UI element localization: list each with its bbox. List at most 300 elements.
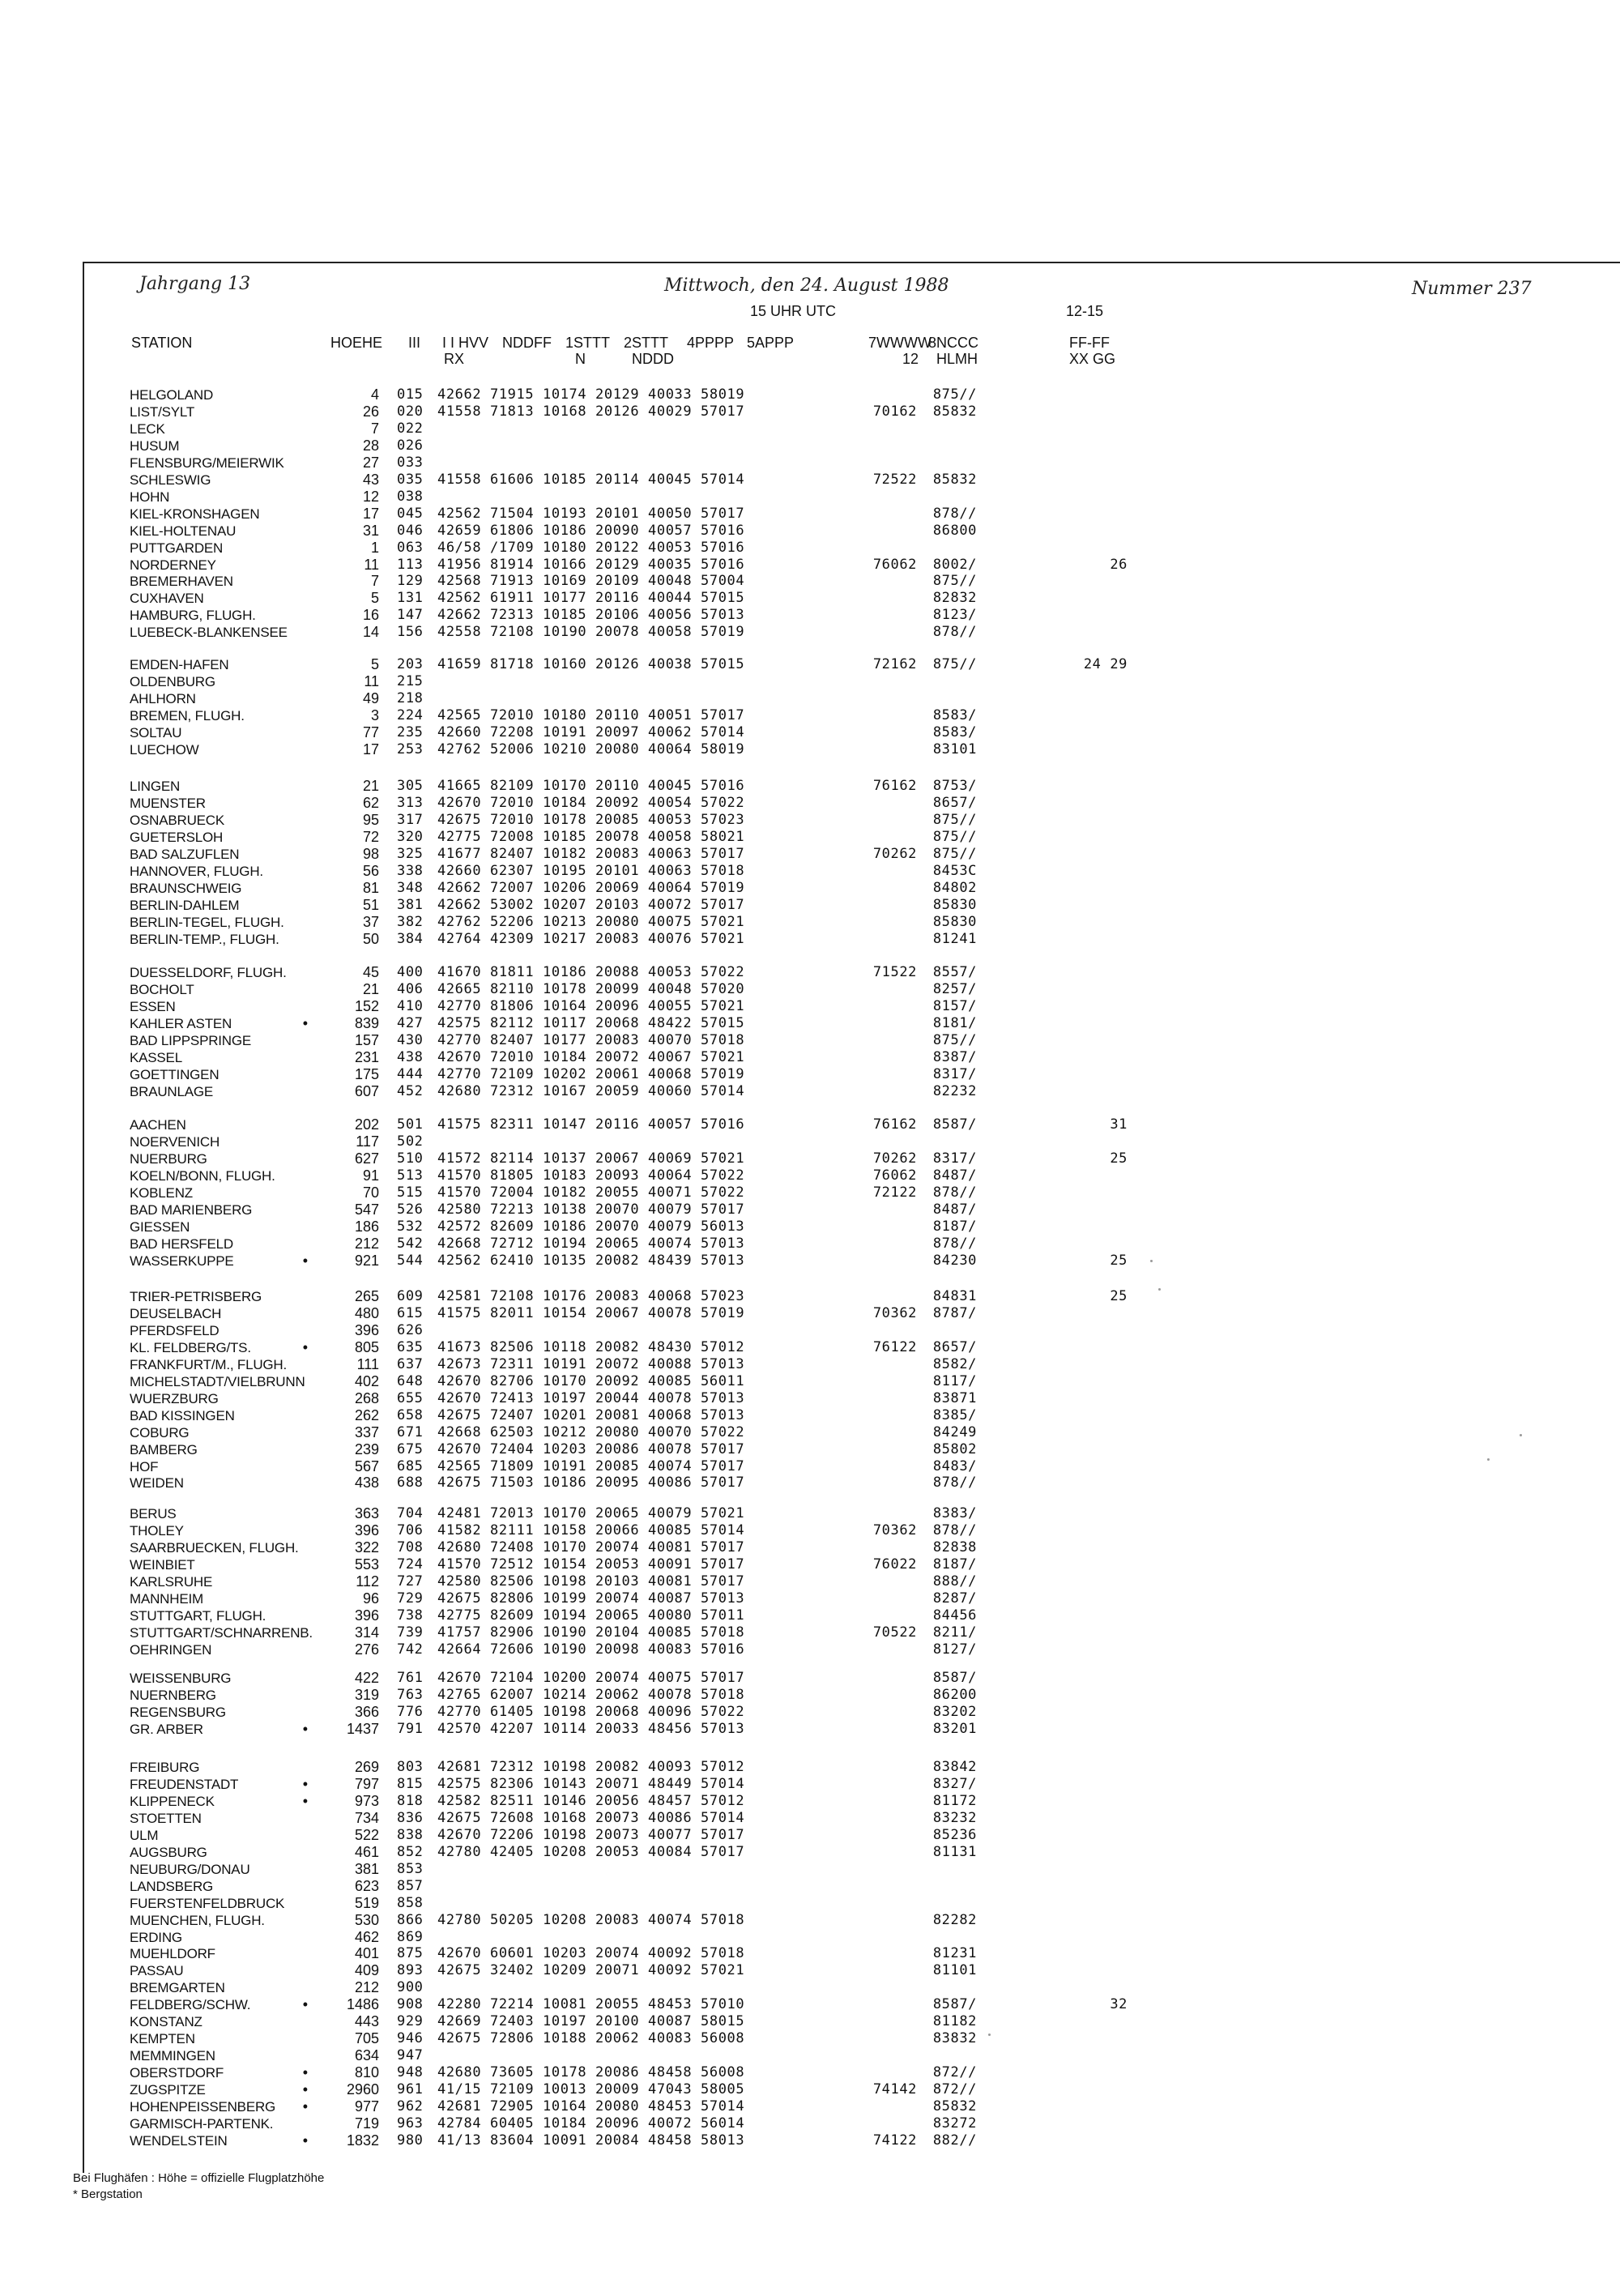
observation-groups: 42665 82110 10178 20099 40048 57020 [437, 980, 745, 997]
station-height: 519 [354, 1894, 379, 1911]
station-name: HOHENPEISSENBERG [130, 2099, 276, 2115]
observation-groups: 42568 71913 10169 20109 40048 57004 [437, 573, 745, 590]
station-name: SCHLESWIG [130, 472, 211, 488]
col-2sttt: 2STTT [624, 335, 669, 351]
station-name: BAD KISSINGEN [130, 1407, 235, 1423]
station-height: 734 [354, 1809, 379, 1826]
station-height: 81 [362, 879, 379, 896]
station-name: BAD HERSFELD [130, 1235, 233, 1252]
cloud-group: 8787/ [932, 1304, 977, 1321]
station-name: PFERDSFELD [130, 1322, 220, 1338]
observation-groups: 42680 72312 10167 20059 40060 57014 [437, 1082, 745, 1099]
cloud-group: 83832 [932, 2030, 977, 2047]
station-height: 98 [362, 845, 379, 862]
observation-groups: 42582 82511 10146 20056 48457 57012 [437, 1792, 745, 1809]
cloud-group: 85830 [932, 896, 977, 913]
observation-groups: 42659 61806 10186 20090 40057 57016 [437, 522, 745, 539]
cloud-group: 81101 [932, 1962, 977, 1979]
station-index: 961 [397, 2081, 424, 2098]
cloud-group: 84831 [932, 1288, 977, 1304]
station-name: GIESSEN [130, 1218, 190, 1235]
station-name: REGENSBURG [130, 1704, 226, 1720]
observation-groups: 42775 72008 10185 20078 40058 58021 [437, 828, 745, 845]
observation-groups: 41570 72512 10154 20053 40091 57017 [437, 1556, 745, 1573]
station-index: 253 [397, 740, 424, 758]
station-index: 648 [397, 1372, 424, 1389]
station-index: 838 [397, 1826, 424, 1843]
cloud-group: 888// [932, 1573, 977, 1590]
observation-groups: 41665 82109 10170 20110 40045 57016 [437, 778, 745, 794]
cloud-group: 8657/ [932, 1338, 977, 1355]
cloud-group: 86800 [932, 522, 977, 539]
station-index: 803 [397, 1759, 424, 1775]
station-height: 239 [354, 1440, 379, 1457]
cloud-group: 81172 [932, 1792, 977, 1809]
station-index: 513 [397, 1167, 424, 1184]
wind-gust: 31 [1110, 1116, 1128, 1133]
station-name: KONSTANZ [130, 2014, 202, 2030]
station-index: 203 [397, 656, 424, 672]
period-label: 12-15 [1066, 303, 1104, 319]
cloud-group: 85832 [932, 403, 977, 420]
station-index: 836 [397, 1809, 424, 1826]
station-height: 5 [370, 656, 379, 672]
weather-group: 76022 [872, 1556, 917, 1573]
station-height: 186 [354, 1218, 379, 1235]
station-index: 875 [397, 1945, 424, 1962]
station-index: 382 [397, 913, 424, 930]
station-name: NOERVENICH [130, 1133, 220, 1150]
station-index: 947 [397, 2047, 424, 2064]
station-height: 396 [354, 1521, 379, 1538]
observation-groups: 41677 82407 10182 20083 40063 57017 [437, 845, 745, 862]
scan-speck [1520, 1434, 1522, 1436]
cloud-group: 878// [932, 1184, 977, 1201]
station-name: HOF [130, 1458, 159, 1474]
station-height: 37 [362, 913, 379, 930]
station-index: 147 [397, 607, 424, 624]
observation-groups: 41/15 72109 10013 20009 47043 58005 [437, 2081, 745, 2098]
station-height: 17 [362, 505, 379, 522]
weather-group: 72522 [872, 471, 917, 488]
cloud-group: 84802 [932, 879, 977, 896]
station-index: 637 [397, 1355, 424, 1372]
station-index: 675 [397, 1440, 424, 1457]
station-name: OSNABRUECK [130, 812, 225, 828]
station-height: 12 [362, 488, 379, 505]
station-name: ULM [130, 1827, 159, 1843]
station-index: 635 [397, 1338, 424, 1355]
station-name: BRAUNLAGE [130, 1083, 214, 1099]
station-height: 72 [362, 828, 379, 845]
station-index: 893 [397, 1962, 424, 1979]
station-index: 542 [397, 1235, 424, 1252]
station-height: 921 [354, 1252, 379, 1269]
cloud-group: 8657/ [932, 794, 977, 811]
station-height: 70 [362, 1184, 379, 1201]
station-index: 929 [397, 2013, 424, 2030]
observation-groups: 42765 62007 10214 20062 40078 57018 [437, 1686, 745, 1703]
col-iihvv-sub: RX [444, 351, 465, 367]
mountain-station-marker: • [302, 1014, 308, 1031]
station-height: 627 [354, 1150, 379, 1167]
observation-groups: 41956 81914 10166 20129 40035 57016 [437, 556, 745, 573]
observation-groups: 42562 71504 10193 20101 40050 57017 [437, 505, 745, 522]
station-name: GR. ARBER [130, 1721, 203, 1737]
station-name: COBURG [130, 1424, 190, 1440]
cloud-group: 83202 [932, 1703, 977, 1720]
station-index: 325 [397, 845, 424, 862]
footnote-airports: Bei Flughäfen : Höhe = offizielle Flugplatzhöhe [73, 2171, 325, 2185]
scan-speck [1158, 1288, 1161, 1291]
cloud-group: 872// [932, 2064, 977, 2081]
station-height: 1486 [346, 1996, 379, 2013]
station-height: 49 [362, 689, 379, 706]
observation-groups: 42780 42405 10208 20053 40084 57017 [437, 1843, 745, 1860]
observation-groups: 42675 72010 10178 20085 40053 57023 [437, 811, 745, 828]
cloud-group: 8557/ [932, 964, 977, 980]
station-index: 063 [397, 539, 424, 556]
station-index: 452 [397, 1082, 424, 1099]
cloud-group: 82832 [932, 590, 977, 607]
cloud-group: 8383/ [932, 1505, 977, 1521]
station-height: 16 [362, 607, 379, 624]
cloud-group: 8582/ [932, 1355, 977, 1372]
cloud-group: 84230 [932, 1252, 977, 1269]
observation-groups: 41575 82311 10147 20116 40057 57016 [437, 1116, 745, 1133]
station-name: BAMBERG [130, 1441, 198, 1457]
nummer-label: Nummer 237 [1412, 279, 1532, 299]
observation-groups: 42675 71503 10186 20095 40086 57017 [437, 1474, 745, 1492]
station-height: 262 [354, 1406, 379, 1423]
cloud-group: 85802 [932, 1440, 977, 1457]
station-height: 14 [362, 624, 379, 641]
station-height: 17 [362, 740, 379, 758]
cloud-group: 85830 [932, 913, 977, 930]
observation-groups: 42762 52206 10213 20080 40075 57021 [437, 913, 745, 930]
cloud-group: 875// [932, 656, 977, 672]
mountain-station-marker: • [302, 1338, 308, 1355]
station-name: KARLSRUHE [130, 1573, 213, 1590]
station-index: 708 [397, 1538, 424, 1556]
observation-groups: 42670 60601 10203 20074 40092 57018 [437, 1945, 745, 1962]
station-name: MEMMINGEN [130, 2048, 215, 2064]
col-1sttt-sub: N [575, 351, 586, 367]
mountain-station-marker: • [302, 1720, 308, 1737]
station-name: OBERSTDORF [130, 2065, 224, 2081]
weather-group: 72162 [872, 656, 917, 672]
observation-groups: 42580 72213 10138 20070 40079 57017 [437, 1201, 745, 1218]
station-height: 157 [354, 1031, 379, 1048]
cloud-group: 8317/ [932, 1065, 977, 1082]
col-2sttt-sub: NDDD [632, 351, 674, 367]
cloud-group: 878// [932, 1235, 977, 1252]
observation-groups: 42670 72010 10184 20072 40067 57021 [437, 1048, 745, 1065]
station-name: BAD MARIENBERG [130, 1201, 253, 1218]
footnote-mountain-station: * Bergstation [73, 2187, 143, 2201]
station-name: WUERZBURG [130, 1390, 219, 1406]
mountain-station-marker: • [302, 2098, 308, 2115]
observation-groups: 46/58 /1709 10180 20122 40053 57016 [437, 539, 745, 556]
station-name: DEUSELBACH [130, 1305, 222, 1321]
station-name: GOETTINGEN [130, 1066, 220, 1082]
observation-groups: 42558 72108 10190 20078 40058 57019 [437, 624, 745, 641]
scan-speck [1487, 1458, 1490, 1461]
station-index: 131 [397, 590, 424, 607]
station-name: LINGEN [130, 779, 181, 794]
mountain-station-marker: • [302, 2064, 308, 2081]
observation-groups: 42670 82706 10170 20092 40085 56011 [437, 1372, 745, 1389]
station-height: 719 [354, 2115, 379, 2132]
station-name: OEHRINGEN [130, 1641, 212, 1658]
station-height: 62 [362, 794, 379, 811]
station-name: MUENCHEN, FLUGH. [130, 1912, 265, 1928]
station-name: KLIPPENECK [130, 1793, 215, 1809]
observation-groups: 42575 82306 10143 20071 48449 57014 [437, 1775, 745, 1792]
col-iihvv: I I HVV [442, 335, 489, 351]
cloud-group: 8287/ [932, 1590, 977, 1607]
station-index: 739 [397, 1624, 424, 1641]
station-height: 438 [354, 1474, 379, 1492]
station-index: 946 [397, 2030, 424, 2047]
cloud-group: 8483/ [932, 1457, 977, 1474]
station-height: 1 [370, 539, 379, 556]
observation-groups: 41757 82906 10190 20104 40085 57018 [437, 1624, 745, 1641]
weather-group: 70362 [872, 1304, 917, 1321]
station-index: 313 [397, 794, 424, 811]
station-index: 215 [397, 672, 424, 689]
observation-groups: 42675 82806 10199 20074 40087 57013 [437, 1590, 745, 1607]
cloud-group: 83201 [932, 1720, 977, 1737]
cloud-group: 85832 [932, 471, 977, 488]
station-name: PUTTGARDEN [130, 540, 224, 556]
weather-group: 70262 [872, 845, 917, 862]
cloud-group: 8187/ [932, 1218, 977, 1235]
station-height: 567 [354, 1457, 379, 1474]
station-height: 461 [354, 1843, 379, 1860]
weather-group: 71522 [872, 964, 917, 980]
station-height: 607 [354, 1082, 379, 1099]
cloud-group: 82232 [932, 1082, 977, 1099]
cloud-group: 84249 [932, 1423, 977, 1440]
observation-groups: 42675 72407 10201 20081 40068 57013 [437, 1406, 745, 1423]
observation-groups: 42670 72206 10198 20073 40077 57017 [437, 1826, 745, 1843]
station-index: 235 [397, 723, 424, 740]
col-ffff: FF-FF [1069, 335, 1110, 351]
cloud-group: 84456 [932, 1607, 977, 1624]
station-name: BAD LIPPSPRINGE [130, 1032, 252, 1048]
observation-groups: 42662 71915 10174 20129 40033 58019 [437, 386, 745, 403]
station-height: 50 [362, 930, 379, 947]
station-height: 553 [354, 1556, 379, 1573]
station-index: 348 [397, 879, 424, 896]
station-name: KASSEL [130, 1049, 182, 1065]
observation-groups: 42681 72312 10198 20082 40093 57012 [437, 1759, 745, 1775]
station-index: 729 [397, 1590, 424, 1607]
station-height: 1832 [346, 2132, 379, 2149]
scan-speck [988, 2034, 991, 2036]
station-index: 776 [397, 1703, 424, 1720]
col-iii: III [408, 335, 421, 351]
cloud-group: 83842 [932, 1759, 977, 1775]
station-height: 269 [354, 1759, 379, 1775]
station-index: 218 [397, 689, 424, 706]
jahrgang-label: Jahrgang 13 [139, 274, 251, 294]
station-name: ESSEN [130, 998, 176, 1014]
station-height: 265 [354, 1288, 379, 1304]
observation-groups: 41/13 83604 10091 20084 48458 58013 [437, 2132, 745, 2149]
station-height: 28 [362, 437, 379, 454]
station-name: KIEL-KRONSHAGEN [130, 506, 260, 522]
station-height: 43 [362, 471, 379, 488]
station-name: LUECHOW [130, 741, 199, 758]
station-index: 706 [397, 1521, 424, 1538]
station-index: 727 [397, 1573, 424, 1590]
station-height: 623 [354, 1877, 379, 1894]
col-station: STATION [131, 335, 193, 351]
station-index: 818 [397, 1792, 424, 1809]
station-height: 2960 [346, 2081, 379, 2098]
station-index: 671 [397, 1423, 424, 1440]
observation-groups: 42280 72214 10081 20055 48453 57010 [437, 1996, 745, 2013]
station-index: 963 [397, 2115, 424, 2132]
cloud-group: 82282 [932, 1911, 977, 1928]
observation-groups: 41570 72004 10182 20055 40071 57022 [437, 1184, 745, 1201]
station-name: BREMGARTEN [130, 1980, 225, 1996]
weather-group: 76062 [872, 1167, 917, 1184]
station-name: FREUDENSTADT [130, 1776, 239, 1792]
station-height: 522 [354, 1826, 379, 1843]
observation-groups: 42664 72606 10190 20098 40083 57016 [437, 1641, 745, 1658]
station-name: TRIER-PETRISBERG [130, 1289, 262, 1304]
weather-group: 76062 [872, 556, 917, 573]
cloud-group: 8157/ [932, 997, 977, 1014]
station-height: 11 [364, 556, 379, 573]
station-height: 363 [354, 1505, 379, 1521]
col-7wwww-sub: 12 [902, 351, 919, 367]
weather-group: 70262 [872, 1150, 917, 1167]
station-height: 381 [354, 1860, 379, 1877]
weather-group: 74122 [872, 2132, 917, 2149]
station-name: MANNHEIM [130, 1590, 203, 1607]
station-index: 791 [397, 1720, 424, 1737]
station-height: 634 [354, 2047, 379, 2064]
station-name: ZUGSPITZE [130, 2082, 206, 2098]
station-index: 724 [397, 1556, 424, 1573]
observation-groups: 42580 82506 10198 20103 40081 57017 [437, 1573, 745, 1590]
station-index: 384 [397, 930, 424, 947]
observation-groups: 42662 53002 10207 20103 40072 57017 [437, 896, 745, 913]
cloud-group: 875// [932, 573, 977, 590]
station-name: LANDSBERG [130, 1878, 214, 1894]
observation-groups: 42565 71809 10191 20085 40074 57017 [437, 1457, 745, 1474]
station-index: 742 [397, 1641, 424, 1658]
station-index: 430 [397, 1031, 424, 1048]
station-name: NORDERNEY [130, 557, 216, 573]
station-name: MUENSTER [130, 795, 206, 811]
station-index: 046 [397, 522, 424, 539]
station-name: BERLIN-TEGEL, FLUGH. [130, 914, 284, 930]
observation-groups: 42675 72608 10168 20073 40086 57014 [437, 1809, 745, 1826]
station-height: 11 [364, 672, 379, 689]
observation-groups: 42675 32402 10209 20071 40092 57021 [437, 1962, 745, 1979]
station-name: FELDBERG/SCHW. [130, 1997, 251, 2013]
station-index: 022 [397, 420, 424, 437]
station-name: AACHEN [130, 1117, 186, 1133]
station-height: 231 [354, 1048, 379, 1065]
station-height: 3 [370, 706, 379, 723]
cloud-group: 8753/ [932, 778, 977, 794]
cloud-group: 8317/ [932, 1150, 977, 1167]
station-index: 444 [397, 1065, 424, 1082]
station-index: 609 [397, 1288, 424, 1304]
station-name: GARMISCH-PARTENK. [130, 2115, 274, 2132]
station-height: 4 [370, 386, 379, 403]
cloud-group: 86200 [932, 1686, 977, 1703]
wind-gust: 25 [1110, 1252, 1128, 1269]
observation-groups: 42770 72109 10202 20061 40068 57019 [437, 1065, 745, 1082]
station-index: 038 [397, 488, 424, 505]
cloud-group: 8117/ [932, 1372, 977, 1389]
cloud-group: 8002/ [932, 556, 977, 573]
station-height: 95 [362, 811, 379, 828]
cloud-group: 81131 [932, 1843, 977, 1860]
station-name: ERDING [130, 1929, 182, 1945]
cloud-group: 875// [932, 386, 977, 403]
weather-group: 74142 [872, 2081, 917, 2098]
col-5appp: 5APPP [747, 335, 795, 351]
cloud-group: 8583/ [932, 706, 977, 723]
station-index: 908 [397, 1996, 424, 2013]
station-name: BOCHOLT [130, 981, 194, 997]
observation-groups: 42669 72403 10197 20100 40087 58015 [437, 2013, 745, 2030]
station-height: 202 [354, 1116, 379, 1133]
col-8nccc-sub: HLMH [936, 351, 978, 367]
cloud-group: 8327/ [932, 1775, 977, 1792]
observation-groups: 42680 72408 10170 20074 40081 57017 [437, 1538, 745, 1556]
station-height: 91 [362, 1167, 379, 1184]
station-index: 761 [397, 1670, 424, 1686]
station-name: HUSUM [130, 437, 180, 454]
observation-groups: 42770 81806 10164 20096 40055 57021 [437, 997, 745, 1014]
station-name: MICHELSTADT/VIELBRUNN [130, 1373, 305, 1389]
cloud-group: 872// [932, 2081, 977, 2098]
observation-groups: 41575 82011 10154 20067 40078 57019 [437, 1304, 745, 1321]
station-height: 56 [362, 862, 379, 879]
station-name: FUERSTENFELDBRUCK [130, 1895, 285, 1911]
observation-groups: 41670 81811 10186 20088 40053 57022 [437, 964, 745, 980]
station-height: 45 [362, 964, 379, 980]
station-index: 858 [397, 1894, 424, 1911]
station-height: 322 [354, 1538, 379, 1556]
station-index: 381 [397, 896, 424, 913]
station-height: 797 [354, 1775, 379, 1792]
station-name: BREMEN, FLUGH. [130, 707, 245, 723]
station-index: 502 [397, 1133, 424, 1150]
station-name: WEINBIET [130, 1556, 195, 1573]
station-height: 27 [362, 454, 379, 471]
station-height: 276 [354, 1641, 379, 1658]
station-name: FLENSBURG/MEIERWIK [130, 455, 284, 471]
station-height: 839 [354, 1014, 379, 1031]
station-height: 337 [354, 1423, 379, 1440]
station-height: 51 [362, 896, 379, 913]
station-name: BERLIN-DAHLEM [130, 897, 240, 913]
station-height: 396 [354, 1321, 379, 1338]
station-height: 7 [370, 573, 379, 590]
station-height: 705 [354, 2030, 379, 2047]
station-height: 77 [362, 723, 379, 740]
